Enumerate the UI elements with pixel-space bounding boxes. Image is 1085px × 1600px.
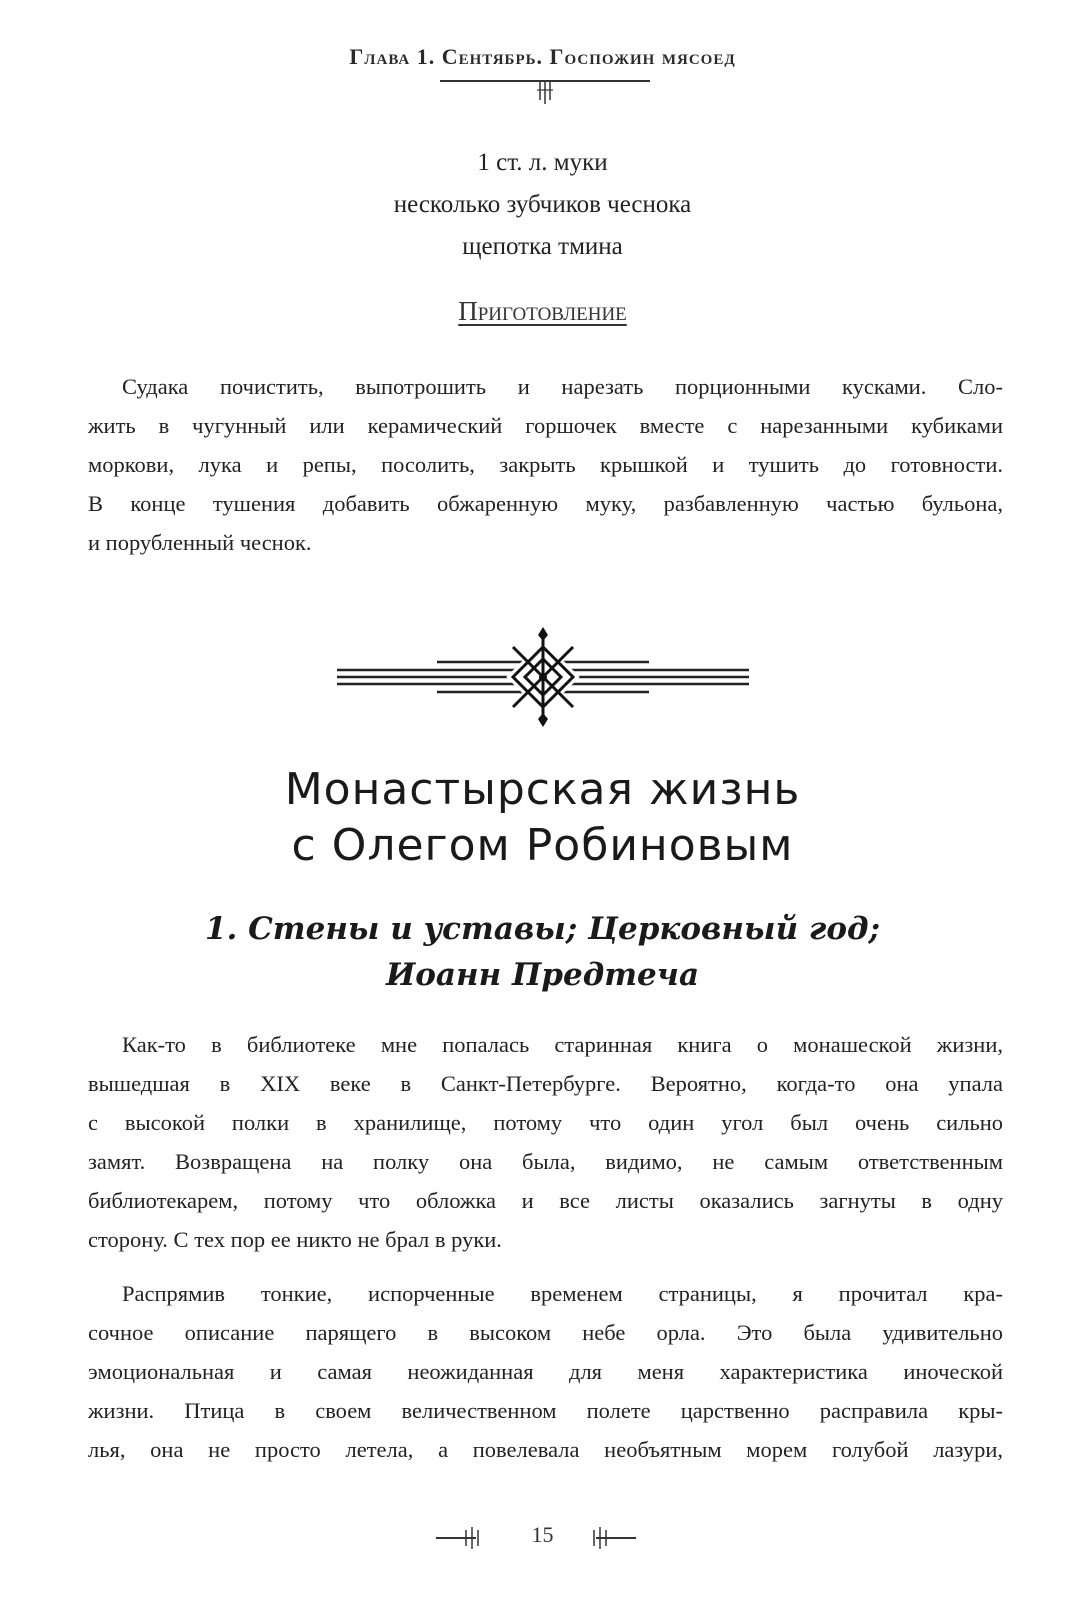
body-paragraph (88, 1274, 1003, 1469)
text-line: Как-то в библиотеке мне попалась старинная книга о монашеской жизни, (122, 1032, 1003, 1057)
text-line: лья, она не просто летела, а повелевала необъятным морем голубой лазури, (88, 1437, 1003, 1462)
section-divider-ornament (337, 627, 749, 729)
running-head: Глава 1. Сентябрь. Госпожин мясоед (349, 44, 736, 69)
text-line: Распрямив тонкие, испорченные временем страницы, я прочитал кра- (122, 1281, 1003, 1306)
text-line: эмоциональная и самая неожиданная для меня характеристика иноческой (88, 1359, 1003, 1384)
text-line: библиотекарем, потому что обложка и все листы оказались загнуты в одну (88, 1188, 1003, 1213)
text-line: сторону. С тех пор ее никто не брал в руки. (88, 1227, 502, 1252)
preparation-heading: Приготовление (458, 296, 627, 326)
text-line: и порубленный чеснок. (88, 530, 312, 555)
page-number: 15 (531, 1522, 554, 1547)
text-line: моркови, лука и репы, посолить, закрыть крышкой и тушить до готовности. (88, 452, 1003, 477)
text-line: жить в чугунный или керамический горшочек вместе с нарезанными кубиками (88, 413, 1003, 438)
preparation-paragraph (88, 367, 1003, 562)
text-line: жизни. Птица в своем величественном полете царственно расправила кры- (88, 1398, 1003, 1423)
ingredient-line: 1 ст. л. муки (477, 149, 608, 176)
folio-right-ornament (584, 1524, 636, 1552)
section-title (0, 906, 1085, 998)
ingredient-line: несколько зубчиков чеснока (393, 191, 692, 218)
ingredient-line: щепотка тмина (462, 233, 623, 260)
text-line: В конце тушения добавить обжаренную муку, разбавленную частью бульона, (88, 491, 1003, 516)
chapter-title-line: Монастырская жизнь (284, 764, 801, 815)
text-line: Судака почистить, выпотрошить и нарезать порционными кусками. Сло- (122, 374, 1003, 399)
section-title-line: 1. Стены и уставы; Церковный год; (204, 911, 881, 947)
page-footer (0, 1522, 1085, 1552)
chapter-title (0, 762, 1085, 874)
header-rule-ornament (440, 78, 650, 108)
body-paragraph (88, 1025, 1003, 1259)
text-line: вышедшая в XIX веке в Санкт-Петербурге. Вероятно, когда-то она упала (88, 1071, 1003, 1096)
chapter-title-line: с Олегом Робиновым (291, 820, 794, 871)
text-line: с высокой полки в хранилище, потому что один угол был очень сильно (88, 1110, 1003, 1135)
text-line: сочное описание парящего в высоком небе орла. Это была удивительно (88, 1320, 1003, 1345)
section-title-line: Иоанн Предтеча (385, 957, 700, 993)
text-line: замят. Возвращена на полку она была, видимо, не самым ответственным (88, 1149, 1003, 1174)
ingredients-list (0, 142, 1085, 268)
